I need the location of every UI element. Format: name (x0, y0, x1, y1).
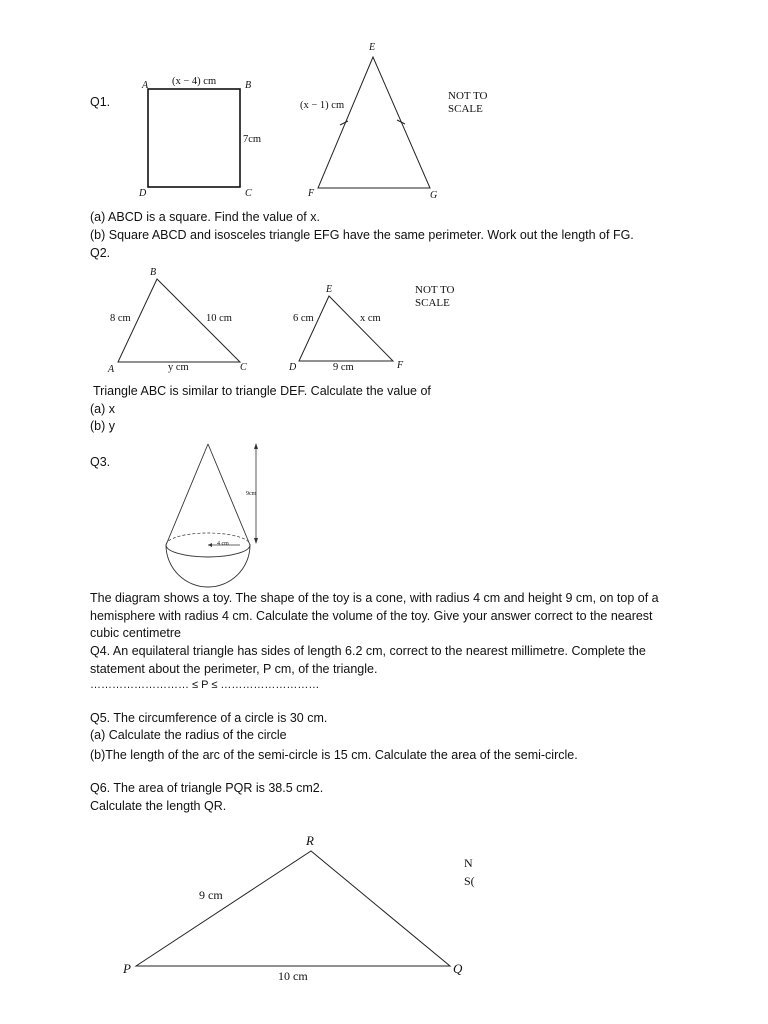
q3-label: Q3. (90, 455, 111, 469)
q1-part-b: (b) Square ABCD and isosceles triangle EFG have the same perimeter. Work out the length of FG. (90, 228, 634, 242)
q1-not-to-scale: NOT TO SCALE (448, 90, 488, 115)
q2-part-b: (b) y (90, 419, 115, 433)
vertex-a2: A (108, 364, 115, 375)
triangle-pqr (136, 851, 450, 966)
vertex-e: E (369, 42, 376, 53)
q2-label: Q2. (90, 246, 111, 260)
q4-text: Q4. An equilateral triangle has sides of length 6.2 cm, correct to the nearest millimetre. Complete the statement about the perimeter, P cm, of the triangle. (90, 644, 646, 676)
vertex-d2: D (289, 362, 297, 373)
vertex-g: G (430, 190, 438, 201)
vertex-b2: B (150, 267, 157, 278)
q1-label: Q1. (90, 95, 111, 109)
vertex-c2: C (240, 362, 247, 373)
side-ef2-label: x cm (360, 313, 381, 324)
q3-text: The diagram shows a toy. The shape of the toy is a cone, with radius 4 cm and height 9 cm, on top of a hemisphere with radius 4 cm. Calculate the volume of the toy. Give your answer correct to the nearest cubic centimetre (90, 591, 659, 640)
toy-cone-hemisphere (166, 443, 258, 587)
vertex-p: P (123, 961, 131, 976)
vertex-q: Q (453, 961, 463, 976)
side-ac2-label: y cm (168, 362, 189, 373)
vertex-r: R (306, 833, 314, 848)
vertex-b: B (245, 80, 252, 91)
side-de-label: 6 cm (293, 313, 314, 324)
cone-height-label: 9cm (246, 491, 257, 497)
vertex-d: D (139, 188, 147, 199)
q2-part-a: (a) x (90, 402, 115, 416)
q5-part-a: (a) Calculate the radius of the circle (90, 728, 287, 742)
q6-not-to-scale-clipped: N S( (464, 856, 475, 888)
side-df-label: 9 cm (333, 362, 354, 373)
cone-radius-label: 4 cm (217, 541, 229, 547)
q2-not-to-scale: NOT TO SCALE (415, 284, 455, 309)
triangle-def (299, 296, 393, 361)
vertex-f: F (308, 188, 315, 199)
q1-part-a: (a) ABCD is a square. Find the value of x. (90, 210, 320, 224)
vertex-f2: F (397, 360, 404, 371)
q2-statement: Triangle ABC is similar to triangle DEF. Calculate the value of (93, 384, 431, 398)
side-ab-label: (x − 4) cm (172, 76, 217, 87)
side-ab2-label: 8 cm (110, 313, 131, 324)
triangle-efg (318, 57, 430, 188)
side-pr-label: 9 cm (199, 888, 223, 902)
square-abcd (148, 89, 240, 187)
q5-part-b: (b)The length of the arc of the semi-circle is 15 cm. Calculate the area of the semi-circle. (90, 748, 578, 762)
q4-inequality: ……………………… ≤ P ≤ ……………………… (90, 679, 320, 691)
q6-task: Calculate the length QR. (90, 799, 227, 813)
side-bc2-label: 10 cm (206, 313, 232, 324)
q6-text: Q6. The area of triangle PQR is 38.5 cm2. (90, 781, 324, 795)
q5-text: Q5. The circumference of a circle is 30 cm. (90, 711, 328, 725)
side-ef-label: (x − 1) cm (300, 100, 345, 111)
side-bc-label: 7cm (243, 134, 262, 145)
side-pq-label: 10 cm (278, 969, 308, 983)
vertex-e2: E (326, 284, 333, 295)
vertex-c: C (245, 188, 252, 199)
tick-mark-ef (340, 121, 348, 125)
vertex-a: A (142, 80, 149, 91)
